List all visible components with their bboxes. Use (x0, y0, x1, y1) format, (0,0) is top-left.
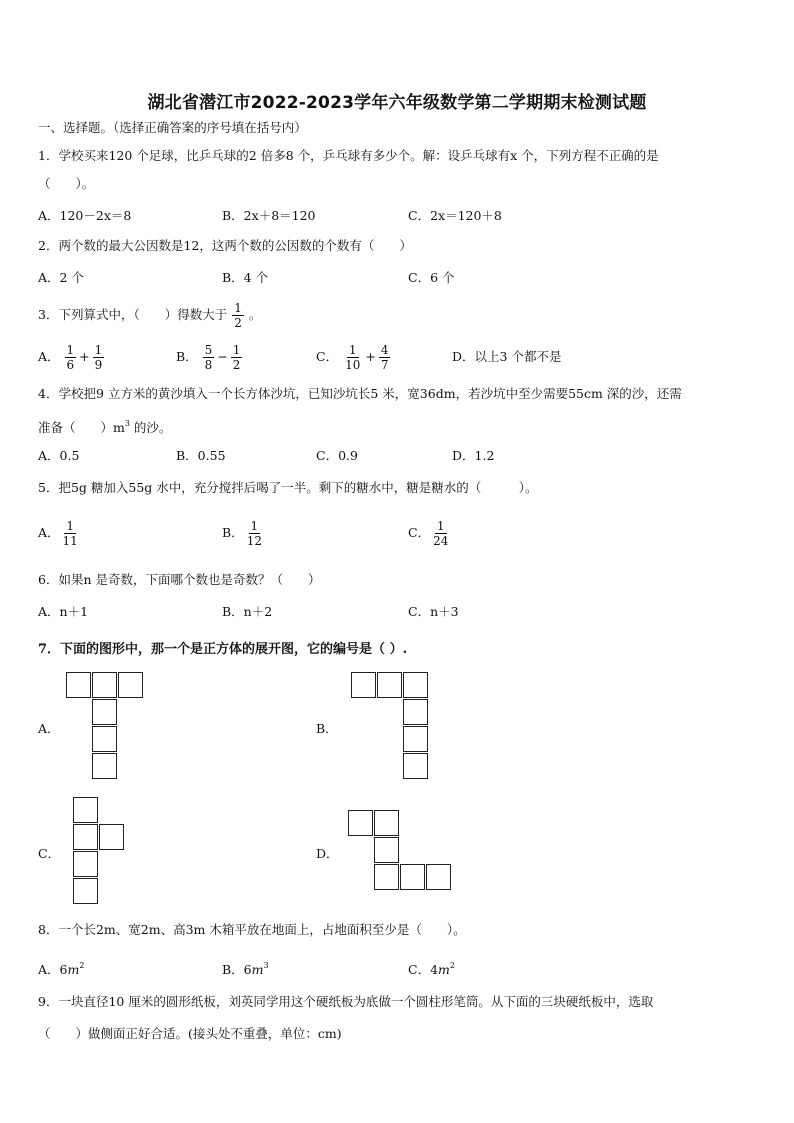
option-label: A． (38, 525, 60, 540)
fraction-denominator: 7 (380, 358, 389, 372)
fraction-numerator: 1 (66, 519, 74, 533)
fraction-denominator: 24 (433, 534, 449, 548)
q5-option-a[interactable] (38, 514, 81, 552)
question-1-text: 1．学校买来120 个足球，比乒乓球的2 倍多8 个，乒乓球有多少个。解：设乒乓球有x 个，下列方程不正确的是 (38, 148, 659, 163)
fraction (203, 343, 215, 372)
option-value: A．6 (38, 962, 68, 977)
q4-option-c[interactable]: C．0.9 (316, 448, 358, 463)
q4-blank-prefix: 准备（ ）m (38, 420, 125, 435)
fraction (231, 343, 243, 372)
superscript: 2 (449, 961, 455, 970)
question-9-text: 9．一块直径10 厘米的圆形纸板，刘英同学用这个硬纸板为底做一个圆柱形笔筒。从下面的三块硬纸板中，选取 (38, 994, 654, 1009)
q7-option-d-label[interactable]: D． (316, 846, 339, 861)
fraction (431, 519, 450, 548)
fraction (245, 519, 264, 548)
fraction-numerator: 5 (204, 343, 213, 357)
fraction-numerator: 1 (66, 343, 75, 357)
q4-option-d[interactable]: D．1.2 (452, 448, 495, 463)
option-value: B．6 (222, 962, 252, 977)
fraction-numerator: 1 (234, 301, 242, 315)
question-3-text (38, 298, 261, 332)
option-label: C． (316, 349, 339, 364)
fraction (343, 343, 362, 372)
question-7-text: 7．下面的图形中，那一个是正方体的展开图，它的编号是（ ）. (38, 642, 408, 657)
fraction-denominator: 2 (234, 316, 242, 330)
q1-option-b[interactable]: B．2x＋8＝120 (222, 208, 316, 223)
fraction-numerator: 1 (436, 519, 445, 533)
q5-option-b[interactable] (222, 514, 265, 552)
q4-option-a[interactable]: A．0.5 (38, 448, 80, 463)
q1-option-a[interactable]: A．120－2x＝8 (38, 208, 132, 223)
fraction-denominator: 9 (94, 358, 103, 372)
q3-option-c[interactable] (316, 340, 391, 374)
superscript: 2 (79, 961, 85, 970)
fraction (65, 343, 77, 372)
question-4-text: 4．学校把9 立方米的黄沙填入一个长方体沙坑，已知沙坑长5 米，宽36dm，若沙坑中至少需要55cm 深的沙，还需 (38, 386, 682, 401)
fraction-numerator: 1 (94, 343, 103, 357)
option-value: C．4 (408, 962, 439, 977)
fraction-numerator: 1 (232, 343, 241, 357)
q6-option-c[interactable]: C．n＋3 (408, 604, 459, 619)
fraction-denominator: 10 (345, 358, 361, 372)
q2-option-a[interactable]: A．2 个 (38, 270, 84, 285)
q2-option-c[interactable]: C．6 个 (408, 270, 455, 285)
q2-option-b[interactable]: B．4 个 (222, 270, 269, 285)
q3-prefix: 3．下列算式中，（ ）得数大于 (38, 307, 228, 322)
option-label: A． (38, 349, 60, 364)
question-8-text: 8．一个长2m、宽2m、高3m 木箱平放在地面上，占地面积至少是（ ）。 (38, 922, 466, 937)
q4-superscript: 3 (124, 419, 130, 428)
option-label: C． (408, 525, 431, 540)
q4-blank-suffix: 的沙。 (129, 420, 172, 435)
fraction-denominator: 11 (62, 534, 78, 548)
question-1-blank: （ ）。 (38, 176, 95, 191)
superscript: 3 (263, 961, 269, 970)
fraction-denominator: 2 (232, 358, 241, 372)
operator: + (365, 349, 376, 364)
q1-option-c[interactable]: C．2x＝120＋8 (408, 208, 502, 223)
unit: m (251, 962, 264, 977)
fraction (379, 343, 391, 372)
q7-option-b-label[interactable]: B． (316, 721, 338, 736)
q8-option-b[interactable] (222, 958, 269, 978)
option-label: B． (176, 349, 198, 364)
question-2-text: 2．两个数的最大公因数是12，这两个数的公因数的个数有（ ） (38, 238, 412, 253)
fraction-denominator: 8 (204, 358, 213, 372)
unit: m (438, 962, 450, 977)
q3-fraction (232, 301, 244, 330)
operator: + (79, 349, 90, 364)
fraction-numerator: 4 (380, 343, 389, 357)
unit: m (67, 962, 80, 977)
q7-option-a-label[interactable]: A． (38, 721, 60, 736)
q7-option-c-label[interactable]: C． (38, 846, 61, 861)
fraction-numerator: 1 (348, 343, 357, 357)
q3-option-a[interactable] (38, 340, 105, 374)
q3-option-b[interactable] (176, 340, 243, 374)
q4-option-b[interactable]: B．0.55 (176, 448, 226, 463)
question-9-blank: （ ）做侧面正好合适。(接头处不重叠，单位：cm) (38, 1026, 342, 1041)
operator: − (217, 349, 228, 364)
q8-option-a[interactable] (38, 958, 84, 978)
section-heading: 一、选择题。（选择正确答案的序号填在括号内） (38, 120, 307, 135)
fraction-denominator: 12 (246, 534, 262, 548)
question-4-blank (38, 416, 171, 436)
q3-option-d[interactable]: D．以上3 个都不是 (452, 349, 562, 364)
fraction-numerator: 1 (250, 519, 259, 533)
fraction-denominator: 6 (66, 358, 75, 372)
q8-option-c[interactable] (408, 958, 455, 978)
fraction (61, 519, 80, 548)
option-label: B． (222, 525, 244, 540)
page-title: 湖北省潜江市2022-2023学年六年级数学第二学期期末检测试题 (147, 93, 647, 113)
question-6-text: 6．如果n 是奇数，下面哪个数也是奇数？（ ） (38, 572, 321, 587)
q3-suffix: 。 (248, 307, 262, 322)
q5-option-c[interactable] (408, 514, 451, 552)
question-5-text: 5．把5g 糖加入55g 水中，充分搅拌后喝了一半。剩下的糖水中，糖是糖水的（ ）。 (38, 480, 538, 495)
q6-option-b[interactable]: B．n＋2 (222, 604, 273, 619)
q6-option-a[interactable]: A．n＋1 (38, 604, 89, 619)
fraction (93, 343, 105, 372)
